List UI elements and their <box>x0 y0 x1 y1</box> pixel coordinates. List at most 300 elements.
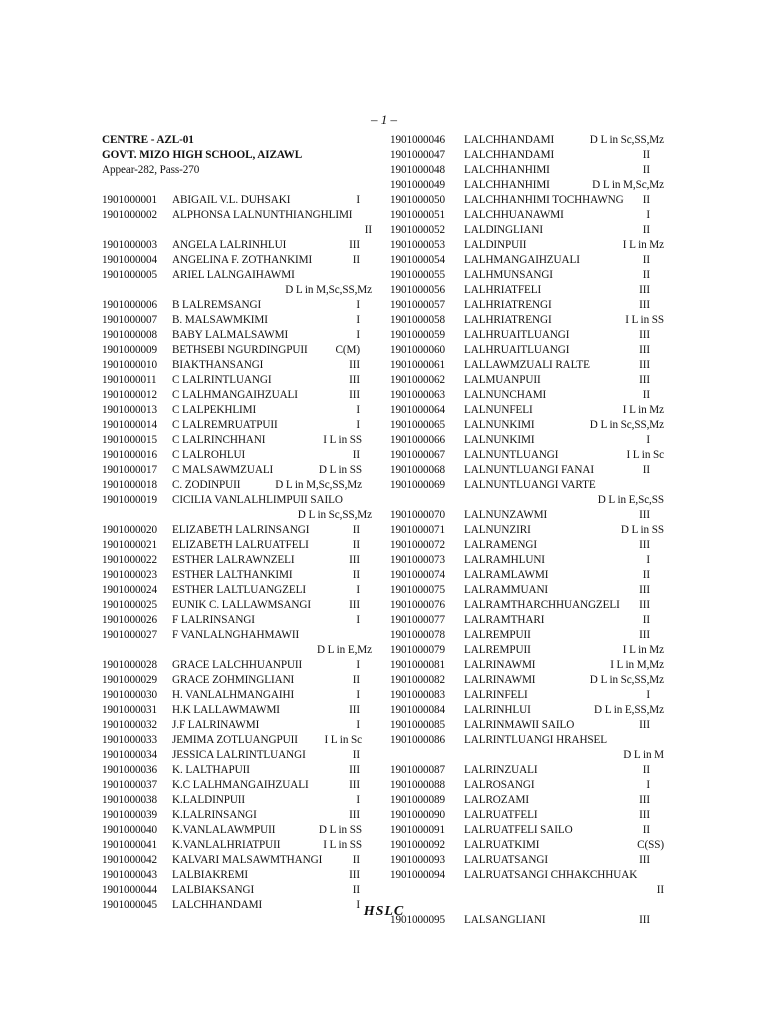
result: I <box>646 434 650 446</box>
result: II <box>642 194 650 206</box>
candidate-name: B LALREMSANGI <box>172 299 262 311</box>
result-row <box>102 193 382 208</box>
result-row <box>102 433 382 448</box>
candidate-name: K.LALDINPUII <box>172 794 246 806</box>
roll-number: 1901000091 <box>390 824 445 836</box>
result: II <box>642 569 650 581</box>
result-row <box>390 163 670 178</box>
result-row <box>390 613 670 628</box>
roll-number: 1901000047 <box>390 149 445 161</box>
roll-number: 1901000067 <box>390 449 445 461</box>
roll-number: 1901000069 <box>390 479 445 491</box>
result-row <box>390 568 670 583</box>
result-row <box>390 658 670 673</box>
result-row <box>390 838 670 853</box>
result-continuation <box>390 748 670 763</box>
candidate-name: LALRAMENGI <box>464 539 537 551</box>
candidate-name: ANGELA LALRINHLUI <box>172 239 287 251</box>
roll-number: 1901000012 <box>102 389 157 401</box>
candidate-name: J.F LALRINAWMI <box>172 719 260 731</box>
result-row <box>102 808 382 823</box>
result-row <box>102 553 382 568</box>
candidate-name: LALNUNFELI <box>464 404 533 416</box>
result-row <box>102 838 382 853</box>
result: II <box>352 539 360 551</box>
result: I <box>356 584 360 596</box>
candidate-name: K. LALTHAPUII <box>172 764 250 776</box>
result-row <box>390 253 670 268</box>
result-continuation <box>390 493 670 508</box>
result: I <box>356 404 360 416</box>
result-continuation <box>102 508 382 523</box>
candidate-name: ALPHONSA LALNUNTHIANGHLIMI <box>172 209 353 221</box>
result: I <box>356 719 360 731</box>
result: III <box>639 809 650 821</box>
roll-number: 1901000021 <box>102 539 157 551</box>
result: C(M) <box>335 344 360 356</box>
candidate-name: H.K LALLAWMAWMI <box>172 704 280 716</box>
result-row <box>102 628 382 643</box>
roll-number: 1901000016 <box>102 449 157 461</box>
roll-number: 1901000089 <box>390 794 445 806</box>
centre-stats: Appear-282, Pass-270 <box>102 164 200 176</box>
result-row <box>390 778 670 793</box>
candidate-name: LALHRUAITLUANGI <box>464 344 570 356</box>
candidate-name: LALHRUAITLUANGI <box>464 329 570 341</box>
result: III <box>349 779 360 791</box>
result-row <box>390 238 670 253</box>
result: II <box>352 524 360 536</box>
candidate-name: C LALRINTLUANGI <box>172 374 272 386</box>
candidate-name: LALRAMLAWMI <box>464 569 549 581</box>
roll-number: 1901000042 <box>102 854 157 866</box>
candidate-name: C LALHMANGAIHZUALI <box>172 389 298 401</box>
result: D L in Sc,SS,Mz <box>589 134 664 146</box>
roll-number: 1901000049 <box>390 179 445 191</box>
roll-number: 1901000003 <box>102 239 157 251</box>
result: D L in E,SS,Mz <box>594 704 664 716</box>
result: III <box>349 599 360 611</box>
result-row <box>390 328 670 343</box>
roll-number: 1901000073 <box>390 554 445 566</box>
roll-number: 1901000032 <box>102 719 157 731</box>
result-continuation <box>102 283 382 298</box>
candidate-name: LALNUNZAWMI <box>464 509 548 521</box>
result: I L in SS <box>323 434 362 446</box>
result-row <box>390 403 670 418</box>
roll-number: 1901000055 <box>390 269 445 281</box>
result: D L in SS <box>318 824 362 836</box>
roll-number: 1901000001 <box>102 194 157 206</box>
roll-number: 1901000045 <box>102 899 157 911</box>
roll-number: 1901000037 <box>102 779 157 791</box>
roll-number: 1901000014 <box>102 419 157 431</box>
candidate-name: BETHSEBI NGURDINGPUII <box>172 344 308 356</box>
roll-number: 1901000081 <box>390 659 445 671</box>
roll-number: 1901000015 <box>102 434 157 446</box>
result: III <box>639 299 650 311</box>
result: D L in Sc,SS,Mz <box>589 419 664 431</box>
result-row <box>102 883 382 898</box>
result-continuation <box>102 223 382 238</box>
result: I L in SS <box>323 839 362 851</box>
result-row <box>390 583 670 598</box>
result-row <box>102 463 382 478</box>
result: III <box>639 629 650 641</box>
roll-number: 1901000028 <box>102 659 157 671</box>
roll-number: 1901000071 <box>390 524 445 536</box>
candidate-name: LALNUNCHAMI <box>464 389 547 401</box>
candidate-name: ESTHER LALTLUANGZELI <box>172 584 306 596</box>
candidate-name: LALDINPUII <box>464 239 527 251</box>
candidate-name: LALREMPUII <box>464 629 531 641</box>
candidate-name: ARIEL LALNGAIHAWMI <box>172 269 295 281</box>
roll-number: 1901000094 <box>390 869 445 881</box>
result: II <box>642 164 650 176</box>
candidate-name: H. VANLALHMANGAIHI <box>172 689 295 701</box>
roll-number: 1901000007 <box>102 314 157 326</box>
result: II <box>352 749 360 761</box>
result-row <box>390 208 670 223</box>
result: III <box>639 599 650 611</box>
candidate-name: LALNUNTLUANGI <box>464 449 559 461</box>
candidate-name: BIAKTHANSANGI <box>172 359 264 371</box>
result-row <box>102 853 382 868</box>
result: II <box>642 464 650 476</box>
candidate-name: LALRUATFELI SAILO <box>464 824 573 836</box>
roll-number: 1901000026 <box>102 614 157 626</box>
result-row <box>102 403 382 418</box>
result-row <box>390 673 670 688</box>
result: I <box>646 779 650 791</box>
roll-number: 1901000065 <box>390 419 445 431</box>
result: III <box>349 764 360 776</box>
result-row <box>390 268 670 283</box>
result-row <box>102 268 382 283</box>
candidate-name: JESSICA LALRINTLUANGI <box>172 749 306 761</box>
result: I <box>356 419 360 431</box>
result-row <box>102 523 382 538</box>
candidate-name: LALBIAKSANGI <box>172 884 255 896</box>
result: II <box>642 254 650 266</box>
result-row <box>390 718 670 733</box>
candidate-name: LALNUNTLUANGI VARTE <box>464 479 596 491</box>
result-row <box>102 358 382 373</box>
result: I L in Mz <box>622 644 664 656</box>
result-row <box>102 313 382 328</box>
candidate-name: LALSANGLIANI <box>464 914 546 926</box>
result: I <box>356 659 360 671</box>
result: III <box>639 584 650 596</box>
centre-code: CENTRE - AZL-01 <box>102 134 194 146</box>
roll-number: 1901000024 <box>102 584 157 596</box>
result-row <box>390 523 670 538</box>
result: D L in Sc,SS,Mz <box>589 674 664 686</box>
result-row <box>390 178 670 193</box>
result: D L in M <box>623 749 664 761</box>
candidate-name: LALCHHANHIMI <box>464 179 550 191</box>
result-row <box>390 808 670 823</box>
school-name: GOVT. MIZO HIGH SCHOOL, AIZAWL <box>102 149 303 161</box>
result: D L in E,Sc,SS <box>597 494 664 506</box>
result-row <box>102 658 382 673</box>
result-row <box>390 418 670 433</box>
result-row <box>390 733 670 748</box>
result: II <box>352 449 360 461</box>
candidate-name: LALRAMMUANI <box>464 584 549 596</box>
candidate-name: LALHRIATRENGI <box>464 314 552 326</box>
result-row <box>390 343 670 358</box>
roll-number: 1901000013 <box>102 404 157 416</box>
candidate-name: LALNUNKIMI <box>464 434 535 446</box>
result-row <box>102 718 382 733</box>
result-row <box>102 238 382 253</box>
candidate-name: KALVARI MALSAWMTHANGI <box>172 854 323 866</box>
roll-number: 1901000046 <box>390 134 445 146</box>
result: II <box>352 884 360 896</box>
candidate-name: K.LALRINSANGI <box>172 809 257 821</box>
result-continuation <box>390 883 670 898</box>
candidate-name: ELIZABETH LALRINSANGI <box>172 524 310 536</box>
result-row <box>390 553 670 568</box>
candidate-name: LALHMANGAIHZUALI <box>464 254 580 266</box>
roll-number: 1901000092 <box>390 839 445 851</box>
roll-number: 1901000068 <box>390 464 445 476</box>
roll-number: 1901000019 <box>102 494 157 506</box>
result-row <box>390 853 670 868</box>
roll-number: 1901000043 <box>102 869 157 881</box>
result: I L in M,Mz <box>610 659 664 671</box>
roll-number: 1901000093 <box>390 854 445 866</box>
roll-number: 1901000006 <box>102 299 157 311</box>
result: I <box>646 209 650 221</box>
roll-number: 1901000004 <box>102 254 157 266</box>
roll-number: 1901000058 <box>390 314 445 326</box>
candidate-name: LALCHHANDAMI <box>464 149 555 161</box>
roll-number: 1901000075 <box>390 584 445 596</box>
candidate-name: LALCHHUANAWMI <box>464 209 564 221</box>
result-row <box>390 313 670 328</box>
candidate-name: LALRUATKIMI <box>464 839 540 851</box>
candidate-name: ESTHER LALTHANKIMI <box>172 569 293 581</box>
result: III <box>349 869 360 881</box>
roll-number: 1901000044 <box>102 884 157 896</box>
roll-number: 1901000050 <box>390 194 445 206</box>
result-row <box>390 223 670 238</box>
candidate-name: LALRUATSANGI CHHAKCHHUAK <box>464 869 638 881</box>
candidate-name: ELIZABETH LALRUATFELI <box>172 539 309 551</box>
result: II <box>642 824 650 836</box>
result: III <box>349 809 360 821</box>
page-number: – 1 – <box>371 112 397 127</box>
result-continuation <box>102 643 382 658</box>
roll-number: 1901000064 <box>390 404 445 416</box>
result-row <box>390 373 670 388</box>
result-row <box>102 748 382 763</box>
result-row <box>102 613 382 628</box>
result: D L in M,Sc,SS,Mz <box>285 284 372 296</box>
result-row <box>390 703 670 718</box>
candidate-name: C LALRINCHHANI <box>172 434 266 446</box>
candidate-name: LALRAMHLUNI <box>464 554 545 566</box>
spacer <box>102 178 382 193</box>
result-row <box>102 328 382 343</box>
candidate-name: JEMIMA ZOTLUANGPUII <box>172 734 298 746</box>
candidate-name: LALREMPUII <box>464 644 531 656</box>
result-row <box>390 868 670 883</box>
roll-number: 1901000048 <box>390 164 445 176</box>
candidate-name: K.C LALHMANGAIHZUALI <box>172 779 309 791</box>
roll-number: 1901000020 <box>102 524 157 536</box>
candidate-name: EUNIK C. LALLAWMSANGI <box>172 599 312 611</box>
result: D L in M,Sc,Mz <box>592 179 664 191</box>
roll-number: 1901000086 <box>390 734 445 746</box>
result: I <box>356 329 360 341</box>
roll-number: 1901000090 <box>390 809 445 821</box>
result-row <box>390 793 670 808</box>
result: II <box>656 884 664 896</box>
result-row <box>390 823 670 838</box>
result: III <box>349 704 360 716</box>
roll-number: 1901000002 <box>102 209 157 221</box>
candidate-name: LALRAMTHARI <box>464 614 545 626</box>
candidate-name: C LALROHLUI <box>172 449 246 461</box>
roll-number: 1901000009 <box>102 344 157 356</box>
result-row <box>102 703 382 718</box>
roll-number: 1901000051 <box>390 209 445 221</box>
result: III <box>639 284 650 296</box>
roll-number: 1901000077 <box>390 614 445 626</box>
roll-number: 1901000054 <box>390 254 445 266</box>
result: I <box>646 689 650 701</box>
roll-number: 1901000027 <box>102 629 157 641</box>
roll-number: 1901000062 <box>390 374 445 386</box>
result-row <box>390 538 670 553</box>
roll-number: 1901000060 <box>390 344 445 356</box>
roll-number: 1901000025 <box>102 599 157 611</box>
result-row <box>102 598 382 613</box>
result: III <box>349 389 360 401</box>
candidate-name: LALHRIATRENGI <box>464 299 552 311</box>
candidate-name: LALRINMAWII SAILO <box>464 719 575 731</box>
roll-number: 1901000066 <box>390 434 445 446</box>
result-row <box>102 448 382 463</box>
roll-number: 1901000005 <box>102 269 157 281</box>
candidate-name: LALNUNZIRI <box>464 524 531 536</box>
result-row <box>390 463 670 478</box>
result: III <box>639 539 650 551</box>
roll-number: 1901000010 <box>102 359 157 371</box>
roll-number: 1901000031 <box>102 704 157 716</box>
candidate-name: LALRINAWMI <box>464 674 536 686</box>
result-row <box>102 343 382 358</box>
roll-number: 1901000083 <box>390 689 445 701</box>
roll-number: 1901000072 <box>390 539 445 551</box>
candidate-name: LALRAMTHARCHHUANGZELI <box>464 599 620 611</box>
result: III <box>639 509 650 521</box>
result: I L in SS <box>625 314 664 326</box>
roll-number: 1901000079 <box>390 644 445 656</box>
result-row <box>390 643 670 658</box>
roll-number: 1901000011 <box>102 374 157 386</box>
candidate-name: F LALRINSANGI <box>172 614 255 626</box>
result: II <box>642 149 650 161</box>
candidate-name: C LALREMRUATPUII <box>172 419 278 431</box>
candidate-name: LALMUANPUII <box>464 374 541 386</box>
result-row <box>102 298 382 313</box>
roll-number: 1901000070 <box>390 509 445 521</box>
result: I <box>646 554 650 566</box>
result-row <box>102 688 382 703</box>
result-row <box>102 388 382 403</box>
candidate-name: LALRINHLUI <box>464 704 531 716</box>
roll-number: 1901000084 <box>390 704 445 716</box>
candidate-name: ESTHER LALRAWNZELI <box>172 554 295 566</box>
candidate-name: LALHMUNSANGI <box>464 269 553 281</box>
result-row <box>390 478 670 493</box>
roll-number: 1901000018 <box>102 479 157 491</box>
candidate-name: F VANLALNGHAHMAWII <box>172 629 300 641</box>
result: III <box>639 374 650 386</box>
candidate-name: C MALSAWMZUALI <box>172 464 274 476</box>
roll-number: 1901000059 <box>390 329 445 341</box>
result: II <box>364 224 372 236</box>
roll-number: 1901000036 <box>102 764 157 776</box>
roll-number: 1901000022 <box>102 554 157 566</box>
candidate-name: LALRINFELI <box>464 689 528 701</box>
result-row <box>102 733 382 748</box>
candidate-name: LALRINTLUANGI HRAHSEL <box>464 734 608 746</box>
result: II <box>352 254 360 266</box>
result-row <box>102 493 382 508</box>
candidate-name: LALROZAMI <box>464 794 529 806</box>
result: I L in Mz <box>622 239 664 251</box>
result: D L in SS <box>620 524 664 536</box>
result-row <box>390 388 670 403</box>
candidate-name: ANGELINA F. ZOTHANKIMI <box>172 254 313 266</box>
roll-number: 1901000088 <box>390 779 445 791</box>
roll-number: 1901000056 <box>390 284 445 296</box>
roll-number: 1901000029 <box>102 674 157 686</box>
result: D L in M,Sc,SS,Mz <box>275 479 362 491</box>
result: III <box>639 914 650 926</box>
result-row <box>390 193 670 208</box>
result: III <box>639 359 650 371</box>
result: II <box>642 389 650 401</box>
roll-number: 1901000052 <box>390 224 445 236</box>
result: III <box>639 794 650 806</box>
result: I <box>356 299 360 311</box>
result: III <box>349 554 360 566</box>
result-row <box>390 298 670 313</box>
result-row <box>102 373 382 388</box>
roll-number: 1901000078 <box>390 629 445 641</box>
candidate-name: C. ZODINPUII <box>172 479 241 491</box>
result-row <box>390 508 670 523</box>
result: II <box>642 764 650 776</box>
result: D L in E,Mz <box>316 644 372 656</box>
result: II <box>642 614 650 626</box>
result-row <box>102 568 382 583</box>
result: II <box>352 854 360 866</box>
result-row <box>102 868 382 883</box>
candidate-name: GRACE ZOHMINGLIANI <box>172 674 295 686</box>
result-row <box>390 433 670 448</box>
roll-number: 1901000063 <box>390 389 445 401</box>
result: III <box>349 374 360 386</box>
result: III <box>349 239 360 251</box>
roll-number: 1901000082 <box>390 674 445 686</box>
